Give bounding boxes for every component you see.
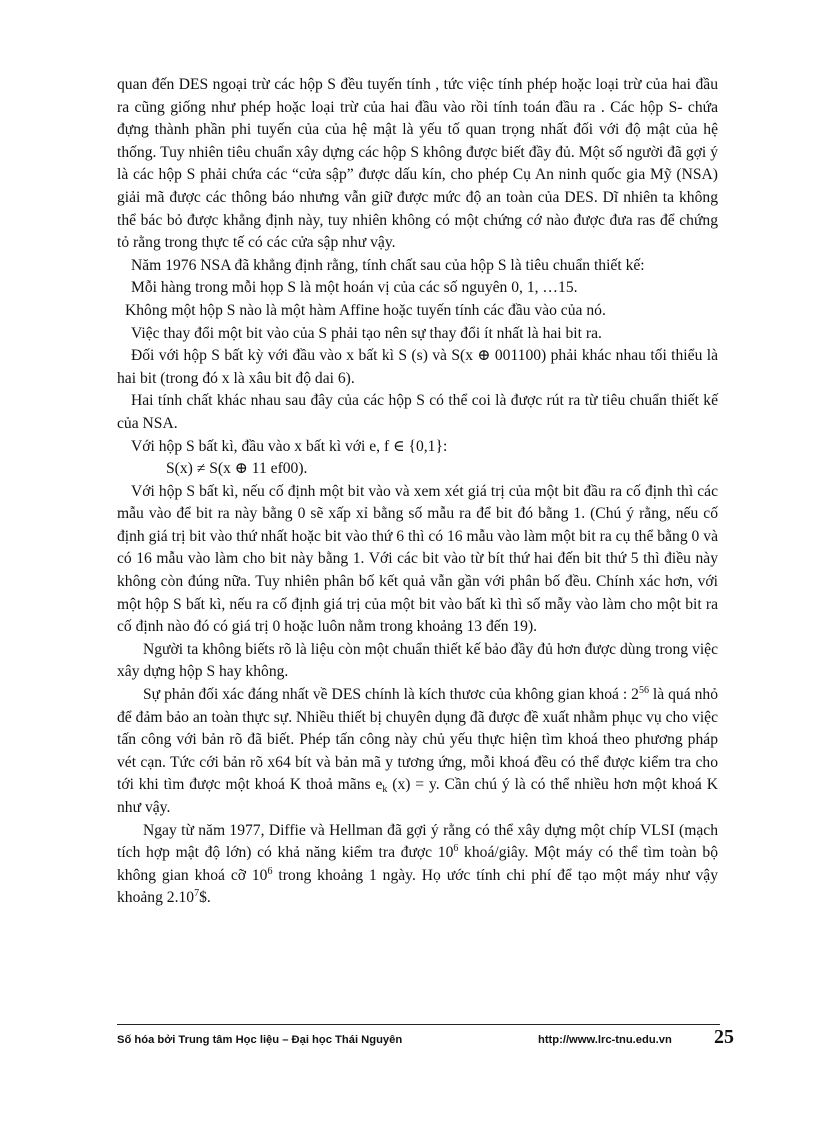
superscript: 6 bbox=[453, 843, 459, 855]
paragraph: Với hộp S bất kì, nếu cố định một bit vào và xem xét giá trị của một bit đầu ra cố định thì các mẫu vào để bit ra này bằng 0 sẽ xấp xỉ bằng số mẫu ra để bit đó bằng 1. (Chú ý rằng, nếu cố định giá trị bit vào thứ nhất hoặc bit vào thứ 6 thì có 16 mẫu vào làm một bit ra cụ thể bằng 0 và có 16 mẫu vào làm cho bit này bằng 1. Với các bit vào từ bít thứ hai đến bit thứ 5 thì điều này không còn đúng nữa. Tuy nhiên phân bố kết quả vẫn gần với phân bố đều. Chính xác hơn, với một hộp S bất kì, nếu ra cố định giá trị của một bit vào bất kì thì số mẫy vào làm cho một bit ra cố định nào đó có giá trị 0 hoặc luôn nằm trong khoảng 13 đến 19). bbox=[117, 482, 718, 636]
paragraph bbox=[117, 820, 718, 910]
text-run: (x) = y. Cần chú ý là có thể nhiều hơn một khoá K như vậy. bbox=[117, 776, 718, 816]
page-number: 25 bbox=[714, 1026, 734, 1048]
list-item: Việc thay đổi một bit vào của S phải tạo nên sự thay đổi ít nhất là hai bit ra. bbox=[131, 324, 602, 342]
paragraph: Năm 1976 NSA đã khẳng định rằng, tính chất sau của hộp S là tiêu chuẩn thiết kế: bbox=[131, 256, 645, 274]
list-item: Đối với hộp S bất kỳ với đầu vào x bất kì S (s) và S(x ⊕ 001100) phải khác nhau tối thiểu là hai bit (trong đó x là xâu bit độ dai 6). bbox=[117, 347, 718, 387]
paragraph: Người ta không biếts rõ là liệu còn một chuẩn thiết kế bảo đầy đủ hơn được dùng trong việc xây dựng hộp S hay không. bbox=[117, 640, 718, 681]
document-body bbox=[117, 74, 718, 910]
text-run: Sự phản đối xác đáng nhất về DES chính là kích thươc của không gian khoá : 2 bbox=[143, 686, 639, 704]
paragraph: quan đến DES ngoại trừ các hộp S đều tuyến tính , tức việc tính phép hoặc loại trừ của hai đầu ra cũng giống như phép hoặc loại trừ của hai đầu vào rồi tính toán đầu ra . Các hộp S- chứa đựng thành phần phi tuyến của của hệ mật là yếu tố quan trọng nhất đối với độ mật của hệ thống. Tuy nhiên tiêu chuẩn xây dựng các hộp S không được biết đầy đủ. Một số người đã gợi ý là các hộp S phải chứa các “cửa sập” được dấu kín, cho phép Cụ An ninh quốc gia Mỹ (NSA) giải mã được các thông báo nhưng vẫn giữ được mức độ an toàn của DES. Dĩ nhiên ta không thể bác bỏ được khẳng định này, tuy nhiên không có một chứng cớ nào được đưa ras để chứng tỏ rằng trong thực tế có các cửa sập như vậy. bbox=[117, 76, 718, 252]
paragraph: Hai tính chất khác nhau sau đây của các hộp S có thể coi là được rút ra từ tiêu chuẩn thiết kế của NSA. bbox=[117, 392, 718, 432]
subscript: k bbox=[382, 784, 388, 796]
paragraph: Với hộp S bất kì, đầu vào x bất kì với e, f ∈ {0,1}: bbox=[131, 437, 448, 455]
text-run: trong khoảng 1 ngày. Họ ước tính chi phí để tạo một máy như vậy khoảng 2.10 bbox=[117, 866, 719, 907]
superscript: 6 bbox=[267, 865, 273, 877]
text-run: khoá/giây. Một máy có thể tìm toàn bộ không gian khoá cỡ 10 bbox=[117, 844, 718, 884]
paragraph bbox=[117, 684, 718, 820]
footer-divider bbox=[117, 1024, 720, 1025]
text-run: là quá nhỏ để đảm bảo an toàn thực sự. Nhiều thiết bị chuyên dụng đã được đề xuất nhằm phục vụ cho việc tấn công với bản rõ đã biết. Phép tấn công này chủ yếu thực hiện tìm khoá theo phương pháp vét cạn. Tức cới bản rõ x64 bít và bản mã y tương ứng, mỗi khoá đều có thể được kiểm tra cho tới khi tìm được một khoá K thoả mãns e bbox=[117, 686, 718, 794]
formula: S(x) ≠ S(x ⊕ 11 ef00). bbox=[166, 460, 308, 478]
text-run: $. bbox=[199, 889, 211, 907]
page-footer bbox=[117, 1026, 737, 1052]
superscript: 56 bbox=[638, 685, 649, 697]
list-item: Mỗi hàng trong mỗi họp S là một hoán vị của các số nguyên 0, 1, …15. bbox=[131, 279, 578, 297]
footer-url-link[interactable]: http://www.lrc-tnu.edu.vn bbox=[538, 1034, 672, 1046]
footer-credit: Số hóa bởi Trung tâm Học liệu – Đại học Thái Nguyên bbox=[117, 1034, 403, 1046]
text-run: Ngay từ năm 1977, Diffie và Hellman đã gợi ý rằng có thể xây dựng một chíp VLSI (mạch tích hợp mật độ lớn) có khả năng kiểm tra được 10 bbox=[117, 821, 718, 862]
superscript: 7 bbox=[194, 888, 200, 900]
list-item: Không một hộp S nào là một hàm Affine hoặc tuyến tính các đầu vào của nó. bbox=[125, 301, 606, 319]
